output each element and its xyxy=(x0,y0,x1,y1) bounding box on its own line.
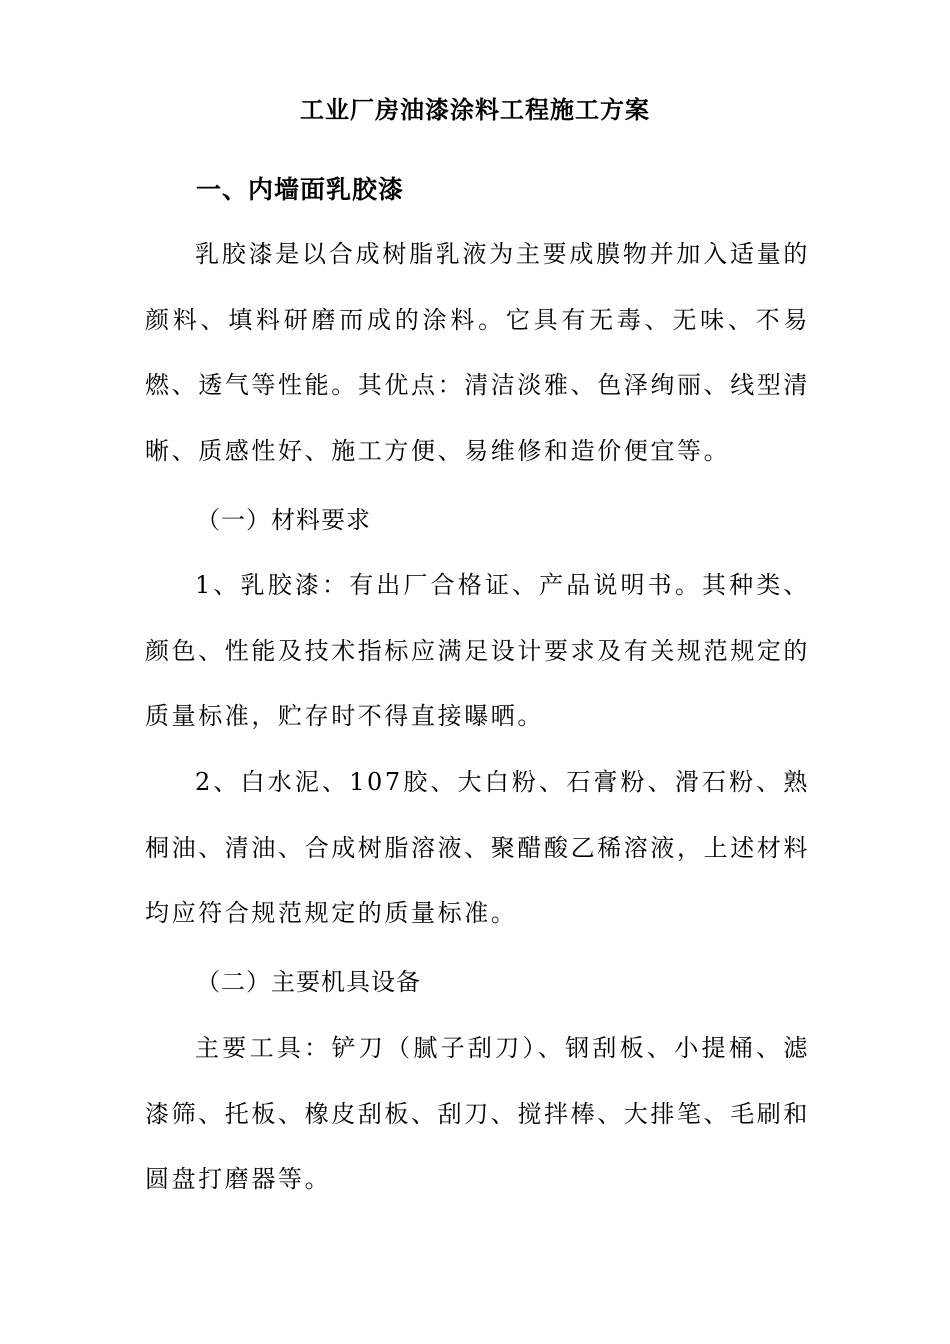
document-title: 工业厂房油漆涂料工程施工方案 xyxy=(300,95,650,124)
materials-heading: （一）材料要求 xyxy=(196,506,371,534)
equipment-heading: （二）主要机具设备 xyxy=(196,968,421,996)
equipment-paragraph: 主要工具：铲刀（腻子刮刀）、钢刮板、小提桶、滤漆筛、托板、橡皮刮板、刮刀、搅拌棒、大排笔、毛刷和圆盘打磨器等。 xyxy=(145,1034,810,1193)
materials-item-2: 2、白水泥、107胶、大白粉、石膏粉、滑石粉、熟桐油、清油、合成树脂溶液、聚醋酸乙稀溶液，上述材料均应符合规范规定的质量标准。 xyxy=(145,768,810,927)
intro-paragraph: 乳胶漆是以合成树脂乳液为主要成膜物并加入适量的颜料、填料研磨而成的涂料。它具有无毒、无味、不易燃、透气等性能。其优点：清洁淡雅、色泽绚丽、线型清晰、质感性好、施工方便、易维修和造价便宜等。 xyxy=(145,240,810,465)
materials-item-1: 1、乳胶漆：有出厂合格证、产品说明书。其种类、颜色、性能及技术指标应满足设计要求及有关规范规定的质量标准，贮存时不得直接曝晒。 xyxy=(145,571,810,730)
section-heading: 一、内墙面乳胶漆 xyxy=(196,175,405,204)
